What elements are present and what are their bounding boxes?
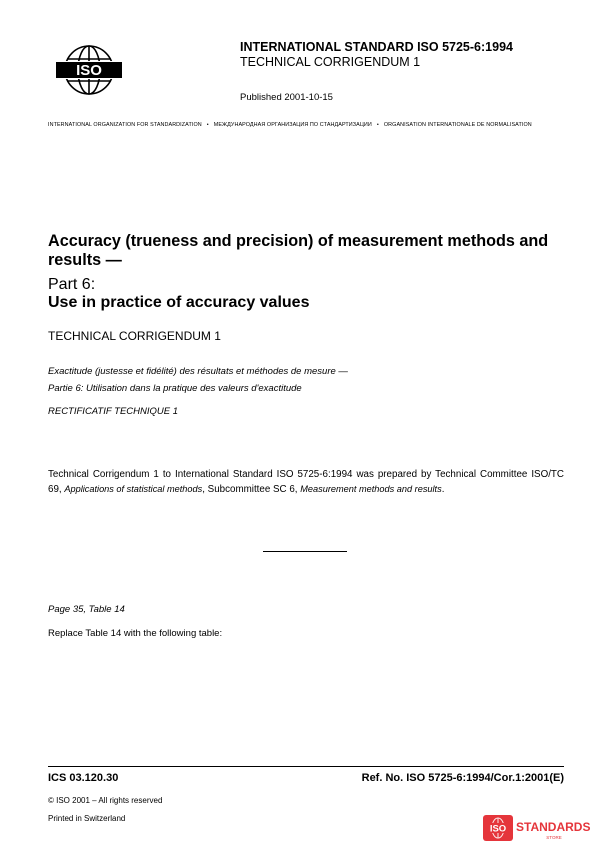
intro-italic-subcommittee: Measurement methods and results	[300, 484, 442, 494]
corrigendum-label: TECHNICAL CORRIGENDUM 1	[240, 55, 421, 69]
org-name-fr: ORGANISATION INTERNATIONALE DE NORMALISATION	[383, 122, 532, 128]
reference-number: Ref. No. ISO 5725-6:1994/Cor.1:2001(E)	[361, 772, 564, 784]
org-separator: •	[376, 122, 379, 128]
intro-text: .	[441, 484, 445, 495]
footer-divider	[48, 766, 564, 767]
french-part-title: Partie 6: Utilisation dans la pratique des valeurs d'exactitude	[48, 383, 302, 394]
intro-paragraph	[48, 468, 564, 497]
iso-logo	[52, 40, 126, 100]
intro-text: , Subcommittee SC 6,	[202, 484, 301, 495]
standard-title: INTERNATIONAL STANDARD ISO 5725-6:1994	[240, 40, 513, 54]
part-number: Part 6:	[48, 276, 96, 293]
printed-in: Printed in Switzerland	[48, 814, 126, 823]
french-rectificatif: RECTIFICATIF TECHNIQUE 1	[48, 406, 179, 417]
org-separator: •	[206, 122, 209, 128]
french-title: Exactitude (justesse et fidélité) des résultats et méthodes de mesure —	[48, 366, 348, 377]
org-name-ru: МЕЖДУНАРОДНАЯ ОРГАНИЗАЦИЯ ПО СТАНДАРТИЗАЦИИ	[213, 122, 372, 128]
badge-store-text: STORE	[546, 835, 562, 840]
badge-standards-text: STANDARDS	[516, 820, 591, 834]
copyright-notice: © ISO 2001 – All rights reserved	[48, 796, 163, 805]
technical-corrigendum-label: TECHNICAL CORRIGENDUM 1	[48, 329, 221, 343]
page-reference: Page 35, Table 14	[48, 604, 125, 615]
svg-text:ISO: ISO	[76, 62, 102, 79]
published-date: Published 2001-10-15	[240, 92, 333, 103]
section-divider	[263, 551, 347, 552]
organization-names	[48, 122, 532, 128]
intro-text: Technical Corrigendum 1 to International Standard ISO 5725-6:1994 was prepared by Technical Committee ISO/TC 69,	[48, 469, 564, 495]
iso-standards-store-badge	[482, 812, 594, 844]
document-title: Accuracy (trueness and precision) of measurement methods and results —	[48, 232, 549, 269]
replace-instruction: Replace Table 14 with the following table:	[48, 628, 223, 639]
part-title: Use in practice of accuracy values	[48, 294, 310, 311]
intro-italic-committee: Applications of statistical methods	[64, 484, 203, 494]
ics-code: ICS 03.120.30	[48, 772, 119, 784]
org-name-en: INTERNATIONAL ORGANIZATION FOR STANDARDIZATION	[48, 122, 202, 128]
badge-iso-text: ISO	[489, 823, 507, 835]
